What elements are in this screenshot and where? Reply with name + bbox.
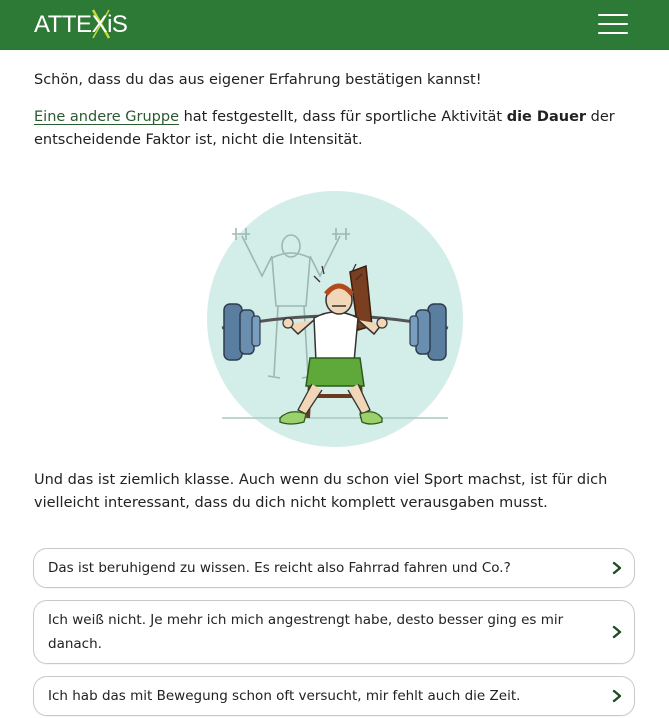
logo-text-part2: iS (107, 11, 128, 38)
weightlifter-illustration (202, 186, 468, 452)
answer-option-3[interactable] (33, 676, 635, 716)
menu-line (598, 14, 628, 16)
logo-x: X (92, 10, 108, 40)
chevron-right-icon (610, 561, 624, 575)
group-link[interactable]: Eine andere Gruppe (34, 109, 179, 125)
message-text: hat festgestellt, dass für sportliche Aktivität (179, 109, 507, 125)
chat-message-2 (34, 106, 634, 152)
message-text: der entscheidende Faktor ist, nicht die Intensität. (34, 109, 615, 148)
attexis-logo[interactable] (34, 10, 127, 40)
logo-text-part1: ATTE (34, 11, 92, 38)
answer-label: Ich weiß nicht. Je mehr ich mich angestrengt habe, desto besser ging es mir danach. (48, 612, 564, 652)
menu-line (598, 32, 628, 34)
chevron-right-icon (610, 689, 624, 703)
chevron-right-icon (610, 625, 624, 639)
answer-label: Das ist beruhigend zu wissen. Es reicht also Fahrrad fahren und Co.? (48, 560, 511, 576)
menu-line (598, 23, 628, 25)
answer-option-1[interactable] (33, 548, 635, 588)
answer-label: Ich hab das mit Bewegung schon oft versucht, mir fehlt auch die Zeit. (48, 688, 521, 704)
top-bar (0, 0, 669, 50)
answer-option-2[interactable] (33, 600, 635, 664)
chat-message-1: Schön, dass du das aus eigener Erfahrung bestätigen kannst! (34, 72, 482, 88)
hamburger-menu-icon[interactable] (598, 12, 628, 36)
chat-message-3: Und das ist ziemlich klasse. Auch wenn du schon viel Sport machst, ist für dich vielleicht interessant, dass du dich nicht komplett verausgaben musst. (34, 472, 608, 511)
bold-text: die Dauer (506, 109, 587, 125)
